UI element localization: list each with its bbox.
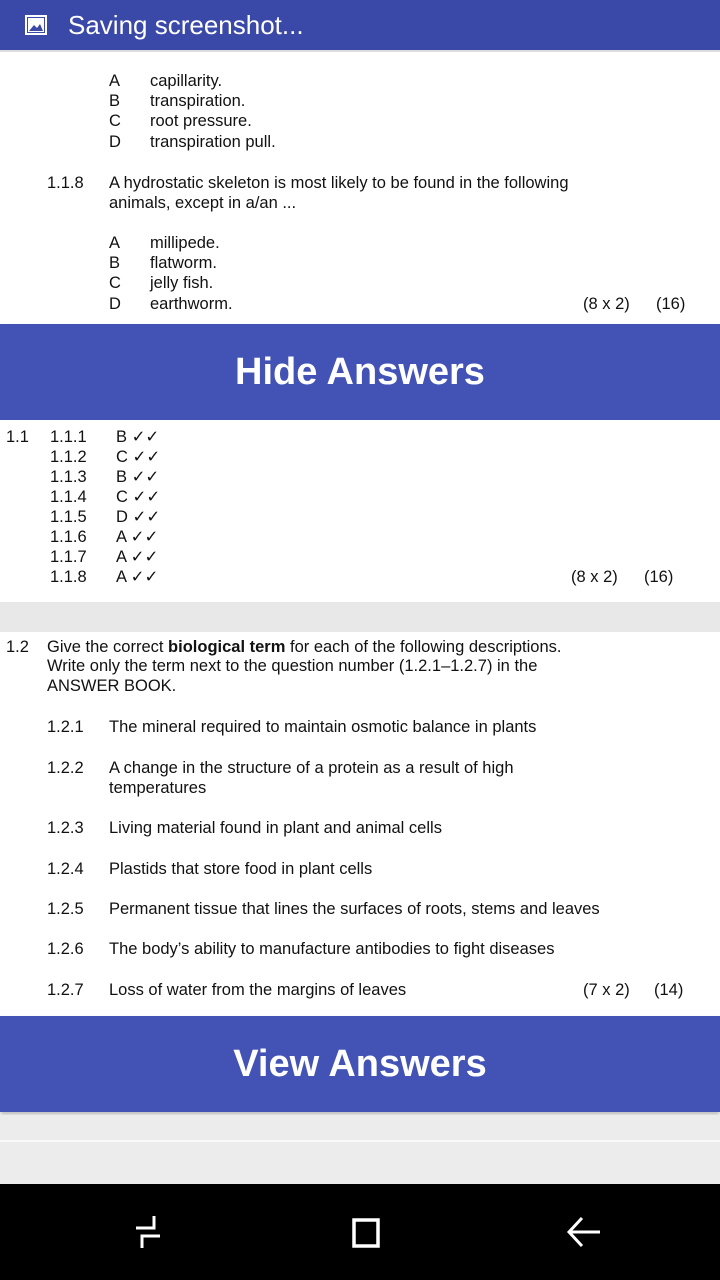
status-bar <box>0 0 720 50</box>
option-text: root pressure. <box>150 112 252 130</box>
answer-number: 1.1.5 <box>50 508 87 526</box>
item-text: Loss of water from the margins of leaves <box>109 981 407 999</box>
answer-value: B ✓✓ <box>116 468 160 486</box>
item-text: A change in the structure of a protein as a result of high <box>109 759 514 777</box>
item-number: 1.2.3 <box>47 819 84 837</box>
option-text: jelly fish. <box>150 274 214 292</box>
answer-number: 1.1.8 <box>50 568 87 586</box>
hide-answers-button[interactable]: Hide Answers <box>0 324 720 420</box>
home-icon[interactable] <box>346 1212 386 1252</box>
answer-value: A ✓✓ <box>116 528 159 546</box>
instructions-text: for each of the following descriptions. <box>285 638 562 656</box>
answer-value: D ✓✓ <box>116 508 161 526</box>
question-1-1-block <box>0 50 720 324</box>
back-icon[interactable] <box>564 1212 604 1252</box>
answer-value: A ✓✓ <box>116 568 159 586</box>
instructions-line3: ANSWER BOOK. <box>47 677 177 695</box>
option-letter: C <box>109 112 121 130</box>
question-1-2-block <box>0 632 720 1016</box>
question-text: A hydrostatic skeleton is most likely to be found in the following <box>109 174 569 192</box>
item-text: temperatures <box>109 779 207 797</box>
option-row <box>109 71 120 91</box>
marks-total: (16) <box>644 568 674 586</box>
option-text: flatworm. <box>150 254 217 272</box>
option-letter: A <box>109 72 121 90</box>
answer-value: C ✓✓ <box>116 488 161 506</box>
option-letter: D <box>109 133 121 151</box>
instructions-bold: biological term <box>168 638 286 656</box>
question-text: animals, except in a/an ... <box>109 194 297 212</box>
status-title: Saving screenshot... <box>68 9 304 40</box>
answer-number: 1.1.3 <box>50 468 87 486</box>
answer-value: A ✓✓ <box>116 548 159 566</box>
option-text: capillarity. <box>150 72 223 90</box>
answer-number: 1.1.1 <box>50 428 87 446</box>
section-number: 1.2 <box>6 638 29 656</box>
answer-number: 1.1.6 <box>50 528 87 546</box>
option-text: millipede. <box>150 234 220 252</box>
answers-1-1-block <box>0 420 720 602</box>
page-bottom-area <box>0 1115 720 1184</box>
item-number: 1.2.6 <box>47 940 84 958</box>
option-letter: A <box>109 234 121 252</box>
item-number: 1.2.1 <box>47 718 84 736</box>
marks-formula: (8 x 2) <box>571 568 618 586</box>
question-number: 1.1.8 <box>47 174 84 192</box>
answer-value: B ✓✓ <box>116 428 160 446</box>
section-divider <box>0 602 720 632</box>
item-number: 1.2.4 <box>47 860 84 878</box>
image-icon <box>24 13 48 37</box>
answer-number: 1.1.2 <box>50 448 87 466</box>
option-letter: B <box>109 254 121 272</box>
marks-formula: (8 x 2) <box>583 295 630 313</box>
item-text: Plastids that store food in plant cells <box>109 860 373 878</box>
marks-total: (16) <box>656 295 686 313</box>
instructions-line1 <box>47 637 561 657</box>
answer-number: 1.1.4 <box>50 488 87 506</box>
option-text: transpiration. <box>150 92 246 110</box>
item-number: 1.2.5 <box>47 900 84 918</box>
section-number: 1.1 <box>6 428 29 446</box>
option-letter: C <box>109 274 121 292</box>
item-number: 1.2.2 <box>47 759 84 777</box>
marks-total: (14) <box>654 981 684 999</box>
item-text: The body’s ability to manufacture antibodies to fight diseases <box>109 940 555 958</box>
instructions-line2: Write only the term next to the question number (1.2.1–1.2.7) in the <box>47 657 538 675</box>
recent-apps-icon[interactable] <box>128 1212 168 1252</box>
answer-number: 1.1.7 <box>50 548 87 566</box>
item-text: The mineral required to maintain osmotic balance in plants <box>109 718 537 736</box>
item-text: Permanent tissue that lines the surfaces of roots, stems and leaves <box>109 900 600 918</box>
view-answers-button[interactable]: View Answers <box>0 1016 720 1112</box>
option-text: transpiration pull. <box>150 133 276 151</box>
item-number: 1.2.7 <box>47 981 84 999</box>
option-letter: B <box>109 92 121 110</box>
option-text: earthworm. <box>150 295 233 313</box>
answer-value: C ✓✓ <box>116 448 161 466</box>
marks-formula: (7 x 2) <box>583 981 630 999</box>
option-letter: D <box>109 295 121 313</box>
instructions-text: Give the correct <box>47 638 169 656</box>
item-text: Living material found in plant and animal cells <box>109 819 442 837</box>
nav-bar <box>0 1184 720 1280</box>
